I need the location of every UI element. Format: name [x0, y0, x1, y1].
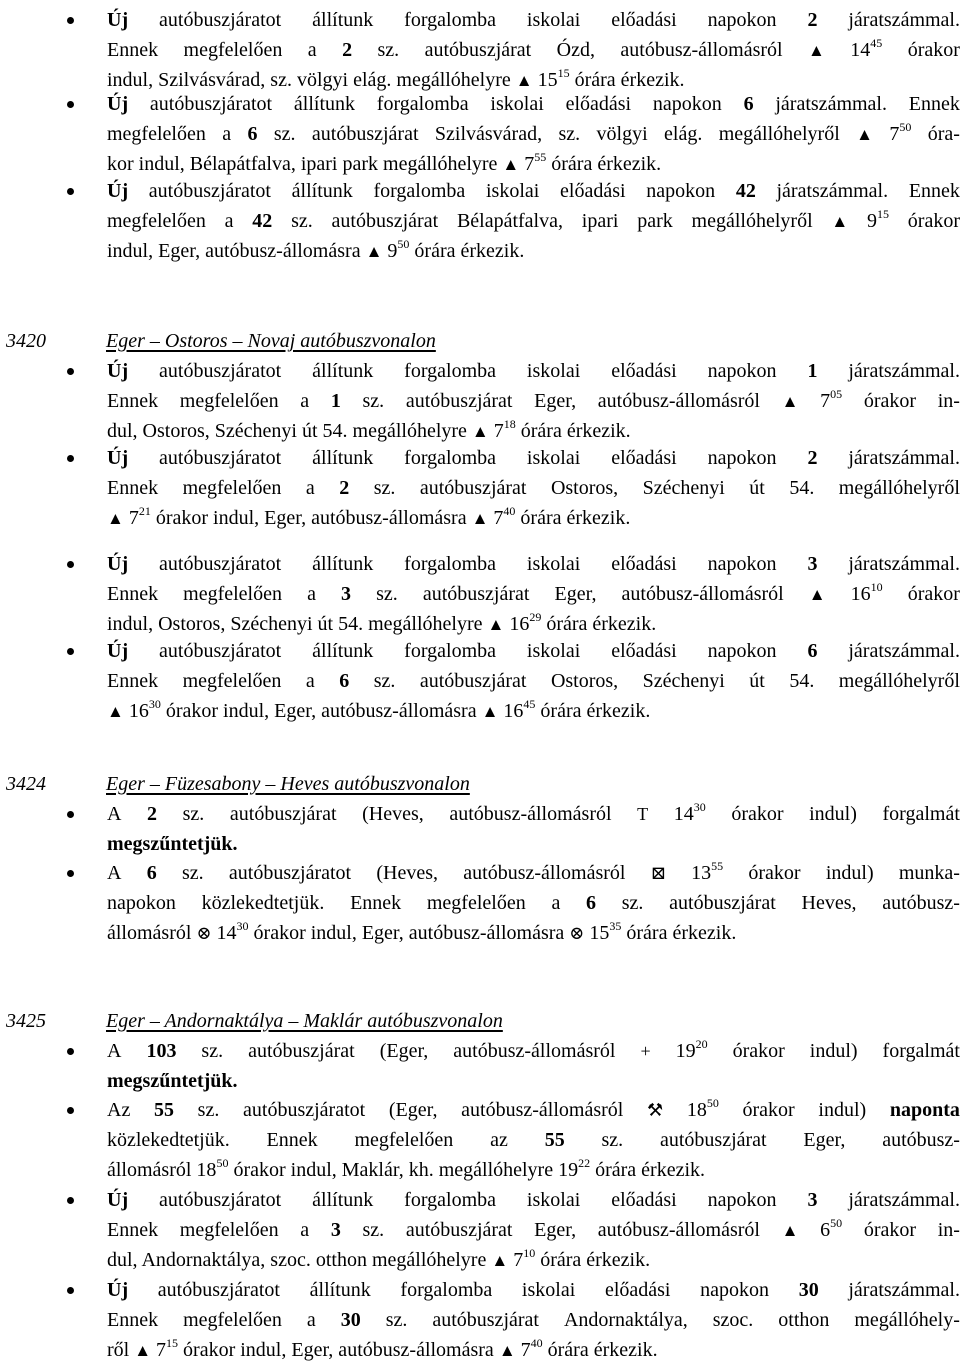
route-name: Eger – Ostoros – Novaj autóbuszvonalon: [106, 330, 436, 352]
route-item-line: Ennek megfelelően a 3 sz. autóbuszjárat Eger, autóbusz-állomásról ▲ $6^{50}$ órakor in-: [107, 1216, 960, 1241]
route-item-line: közlekedtetjük. Ennek megfelelően az 55 sz. autóbuszjárat Eger, autóbusz-: [107, 1129, 960, 1151]
route-item-line: ▲ $7^{21}$ órakor indul, Eger, autóbusz-állomásra ▲ $7^{40}$ órára érkezik.: [107, 504, 631, 529]
route-name: Eger – Andornaktálya – Maklár autóbuszvonalon: [106, 1010, 503, 1032]
list-bullet-icon: [67, 455, 74, 462]
list-bullet-icon: [67, 1107, 74, 1114]
route-item-line: Ennek megfelelően a 6 sz. autóbuszjárat Ostoros, Széchenyi út 54. megállóhelyről: [107, 670, 960, 692]
route-item-line: állomásról ⊗ $14^{30}$ órakor indul, Eger, autóbusz-állomásra ⊗ $15^{35}$ órára érkezik.: [107, 919, 737, 944]
route-item-line: A 2 sz. autóbuszjárat (Heves, autóbusz-állomásról T $14^{30}$ órakor indul) forgalmát: [107, 800, 960, 825]
route-item-line: dul, Andornaktálya, szoc. otthon megállóhelyre ▲ $7^{10}$ órára érkezik.: [107, 1246, 651, 1271]
route-item-line: Ennek megfelelően a 30 sz. autóbuszjárat Andornaktálya, szoc. otthon megállóhely-: [107, 1309, 960, 1331]
route-item-line: Új autóbuszjáratot állítunk forgalomba iskolai előadási napokon 3 járatszámmal.: [107, 553, 960, 575]
route-number: 3420: [6, 330, 46, 352]
route-number: 3424: [6, 773, 46, 795]
route-number: 3425: [6, 1010, 46, 1032]
route-item-line: Új autóbuszjáratot állítunk forgalomba iskolai előadási napokon 6 járatszámmal.: [107, 640, 960, 662]
route-item-line: állomásról $18^{50}$ órakor indul, Maklár, kh. megállóhelyre $19^{22}$ órára érkezik.: [107, 1156, 706, 1181]
route-item-line: Új autóbuszjáratot állítunk forgalomba iskolai előadási napokon 1 járatszámmal.: [107, 360, 960, 382]
route-item-line: Új autóbuszjáratot állítunk forgalomba iskolai előadási napokon 30 járatszámmal.: [107, 1279, 960, 1301]
route-item-line: Ennek megfelelően a 2 sz. autóbuszjárat Ostoros, Széchenyi út 54. megállóhelyről: [107, 477, 960, 499]
list-bullet-icon: [67, 368, 74, 375]
route-item-line: Ennek megfelelően a 3 sz. autóbuszjárat Eger, autóbusz-állomásról ▲ $16^{10}$ órakor: [107, 580, 960, 605]
route-item-line: megszűntetjük.: [107, 833, 238, 855]
list-item-line: megfelelően a 42 sz. autóbuszjárat Bélapátfalva, ipari park megállóhelyről ▲ $9^{15}$ órakor: [107, 207, 960, 232]
list-item-line: megfelelően a 6 sz. autóbuszjárat Szilvásvárad, sz. völgyi elág. megállóhelyről ▲ $7^{50}$ óra-: [107, 120, 960, 145]
list-bullet-icon: [67, 1287, 74, 1294]
route-item-line: Új autóbuszjáratot állítunk forgalomba iskolai előadási napokon 3 járatszámmal.: [107, 1189, 960, 1211]
list-bullet-icon: [67, 561, 74, 568]
list-bullet-icon: [67, 17, 74, 24]
route-item-line: napokon közlekedtetjük. Ennek megfelelően a 6 sz. autóbuszjárat Heves, autóbusz-: [107, 892, 960, 914]
list-item-line: kor indul, Bélapátfalva, ipari park megállóhelyre ▲ $7^{55}$ órára érkezik.: [107, 150, 662, 175]
route-item-line: dul, Ostoros, Széchenyi út 54. megállóhelyre ▲ $7^{18}$ órára érkezik.: [107, 417, 631, 442]
list-item-line: Új autóbuszjáratot állítunk forgalomba iskolai előadási napokon 42 járatszámmal. Ennek: [107, 180, 960, 202]
route-item-line: ▲ $16^{30}$ órakor indul, Eger, autóbusz-állomásra ▲ $16^{45}$ órára érkezik.: [107, 697, 651, 722]
list-item-line: indul, Szilvásvárad, sz. völgyi elág. megállóhelyre ▲ $15^{15}$ órára érkezik.: [107, 66, 685, 91]
list-bullet-icon: [67, 1197, 74, 1204]
list-bullet-icon: [67, 101, 74, 108]
list-bullet-icon: [67, 648, 74, 655]
route-item-line: A 6 sz. autóbuszjáratot (Heves, autóbusz-állomásról ⊠ $13^{55}$ órakor indul) munka-: [107, 859, 960, 884]
list-bullet-icon: [67, 188, 74, 195]
list-item-line: Ennek megfelelően a 2 sz. autóbuszjárat Ózd, autóbusz-állomásról ▲ $14^{45}$ órakor: [107, 36, 960, 61]
route-item-line: indul, Ostoros, Széchenyi út 54. megállóhelyre ▲ $16^{29}$ órára érkezik.: [107, 610, 657, 635]
route-name: Eger – Füzesabony – Heves autóbuszvonalon: [106, 773, 470, 795]
list-bullet-icon: [67, 1048, 74, 1055]
route-item-line: Új autóbuszjáratot állítunk forgalomba iskolai előadási napokon 2 járatszámmal.: [107, 447, 960, 469]
route-item-line: A 103 sz. autóbuszjárat (Eger, autóbusz-állomásról + $19^{20}$ órakor indul) forgalmát: [107, 1037, 960, 1062]
list-bullet-icon: [67, 811, 74, 818]
route-item-line: megszűntetjük.: [107, 1070, 238, 1092]
route-item-line: ről ▲ $7^{15}$ órakor indul, Eger, autóbusz-állomásra ▲ $7^{40}$ órára érkezik.: [107, 1336, 658, 1361]
list-bullet-icon: [67, 870, 74, 877]
route-item-line: Ennek megfelelően a 1 sz. autóbuszjárat Eger, autóbusz-állomásról ▲ $7^{05}$ órakor in-: [107, 387, 960, 412]
list-item-line: Új autóbuszjáratot állítunk forgalomba iskolai előadási napokon 6 járatszámmal. Ennek: [107, 93, 960, 115]
list-item-line: indul, Eger, autóbusz-állomásra ▲ $9^{50}$ órára érkezik.: [107, 237, 525, 262]
route-item-line: Az 55 sz. autóbuszjáratot (Eger, autóbusz-állomásról ⚒ $18^{50}$ órakor indul) naponta: [107, 1096, 960, 1121]
list-item-line: Új autóbuszjáratot állítunk forgalomba iskolai előadási napokon 2 járatszámmal.: [107, 9, 960, 31]
